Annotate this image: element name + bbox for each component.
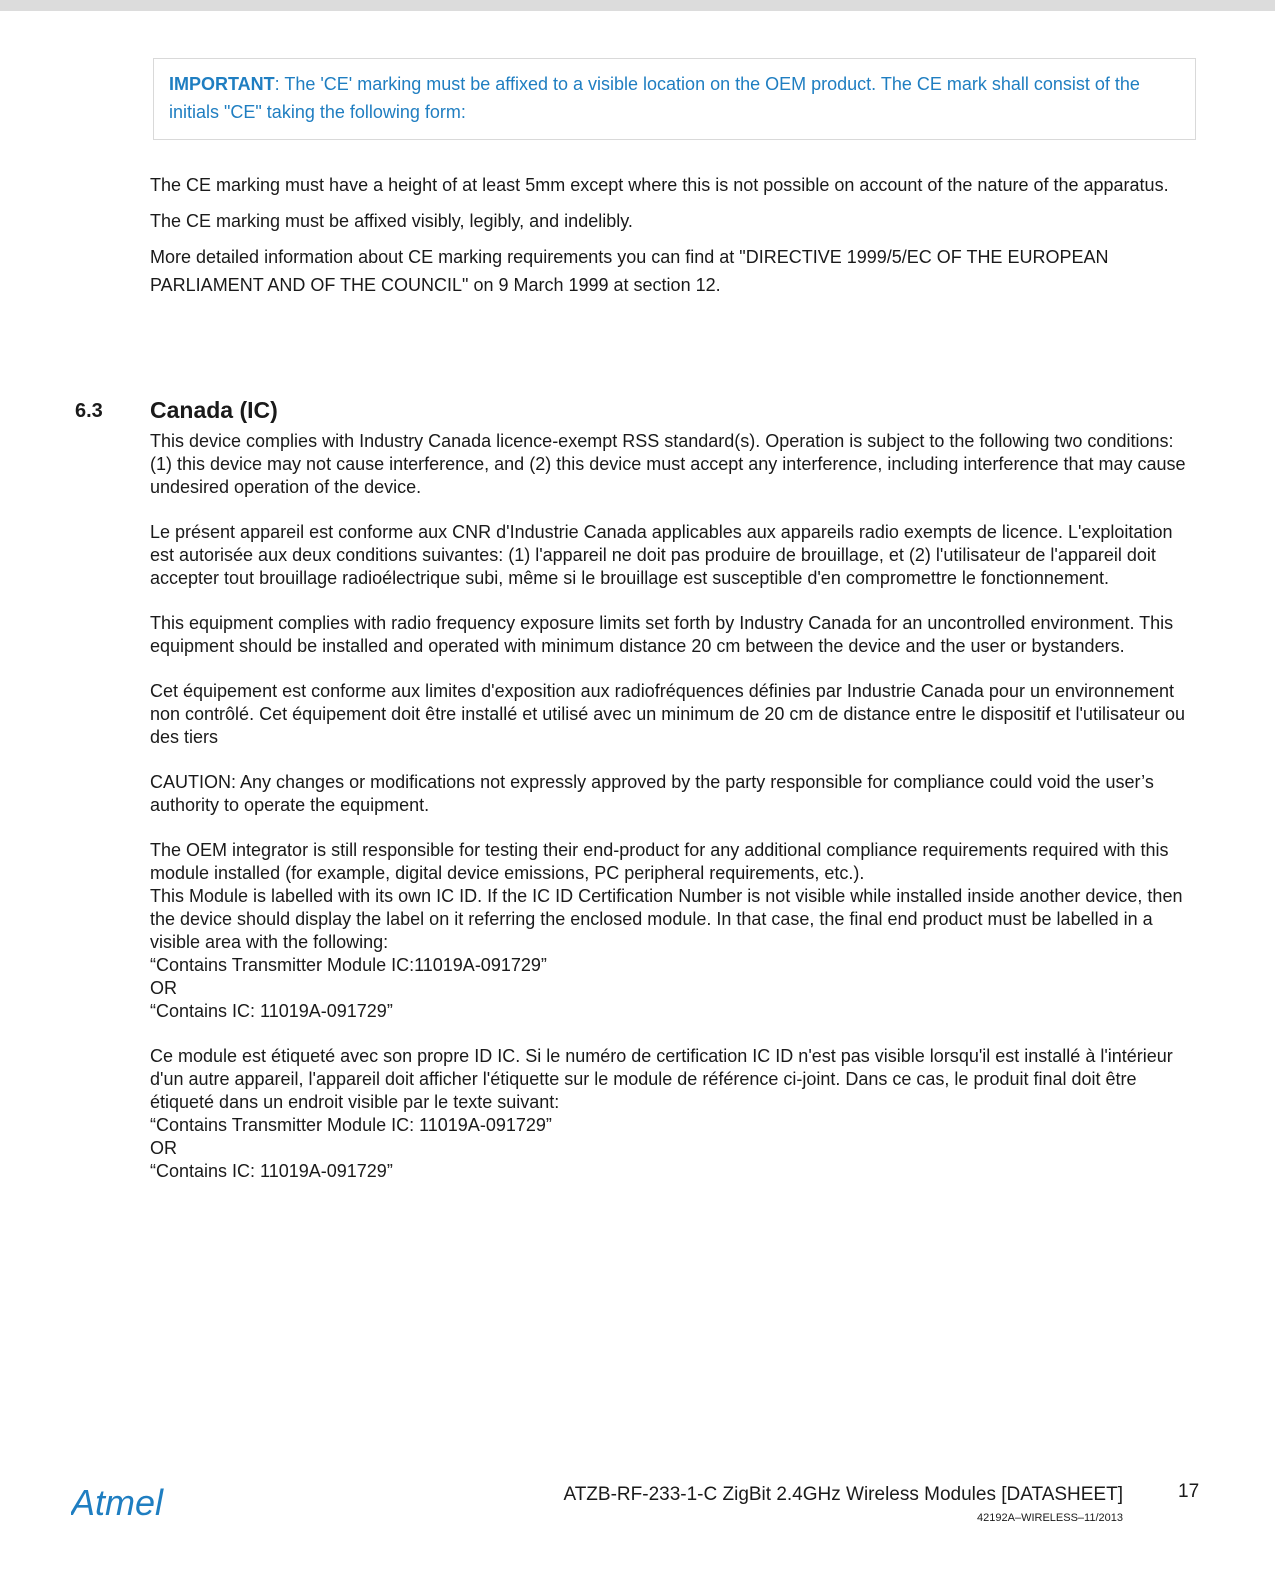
paragraph-ic-compliance-fr: Le présent appareil est conforme aux CNR d'Industrie Canada applicables aux appareils radio exempts de licence. L'exploitation est autorisée aux deux conditions suivantes: (1) l'appareil ne doit pas produire de brouillage, et (2) l'utilisateur de l'appareil doit accepter tout brouillage radioélectrique subi, même si le brouillage est susceptible d'en compromettre le fonctionnement. bbox=[150, 522, 1173, 588]
text-line: Ce module est étiqueté avec son propre ID IC. Si le numéro de certification IC ID n'est pas visible lorsqu'il est installé à l'intérieur d'un autre appareil, l'appareil doit afficher l'étiquette sur le module de référence ci-joint. Dans ce cas, le produit final doit être étiqueté dans un endroit visible par le texte suivant: bbox=[150, 1046, 1173, 1112]
label-text: “Contains Transmitter Module IC:11019A-091729” bbox=[150, 955, 547, 975]
canada-ic-body bbox=[150, 430, 1200, 1205]
atmel-logo bbox=[71, 1484, 201, 1524]
footer-document-code: 42192A–WIRELESS–11/2013 bbox=[977, 1512, 1123, 1524]
text-line: OR bbox=[150, 978, 177, 998]
label-text: “Contains Transmitter Module IC: 11019A-091729” bbox=[150, 1115, 552, 1135]
label-text: “Contains IC: 11019A-091729” bbox=[150, 1001, 393, 1021]
important-callout bbox=[153, 58, 1196, 140]
ce-paragraph: More detailed information about CE marking requirements you can find at "DIRECTIVE 1999/5/EC OF THE EUROPEAN PARLIAMENT AND OF THE COUNCIL" on 9 March 1999 at section 12. bbox=[150, 247, 1109, 295]
text-line: This Module is labelled with its own IC ID. If the IC ID Certification Number is not visible while installed inside another device, then the device should display the label on it referring the enclosed module. In that case, the final end product must be labelled in a visible area with the following: bbox=[150, 886, 1183, 952]
label-text: “Contains IC: 11019A-091729” bbox=[150, 1161, 393, 1181]
important-text: : The 'CE' marking must be affixed to a visible location on the OEM product. The CE mark shall consist of the initials "CE" taking the following form: bbox=[169, 74, 1140, 122]
paragraph-ic-compliance: This device complies with Industry Canada licence-exempt RSS standard(s). Operation is subject to the following two conditions: (1) this device may not cause interference, and (2) this device must accept any interference, including interference that may cause undesired operation of the device. bbox=[150, 431, 1186, 497]
page-number: 17 bbox=[1178, 1481, 1200, 1502]
paragraph-rf-exposure-fr: Cet équipement est conforme aux limites d'exposition aux radiofréquences définies par Industrie Canada pour un environnement non contrôlé. Cet équipement doit être installé et utilisé avec un minimum de 20 cm de distance entre le dispositif et l'utilisateur ou des tiers bbox=[150, 681, 1185, 747]
ce-paragraph: The CE marking must have a height of at least 5mm except where this is not possible on account of the nature of the apparatus. bbox=[150, 175, 1169, 195]
ce-marking-section bbox=[150, 171, 1190, 307]
atmel-logo-text: Atmel bbox=[71, 1484, 164, 1523]
section-title: Canada (IC) bbox=[150, 397, 278, 423]
paragraph-oem-labelling bbox=[150, 839, 1200, 1023]
footer-document-title: ATZB-RF-233-1-C ZigBit 2.4GHz Wireless Modules [DATASHEET] bbox=[563, 1484, 1123, 1505]
paragraph-caution: CAUTION: Any changes or modifications not expressly approved by the party responsible for compliance could void the user’s authority to operate the equipment. bbox=[150, 772, 1154, 815]
paragraph-rf-exposure: This equipment complies with radio frequency exposure limits set forth by Industry Canada for an uncontrolled environment. This equipment should be installed and operated with minimum distance 20 cm between the device and the user or bystanders. bbox=[150, 613, 1174, 656]
text-line: The OEM integrator is still responsible for testing their end-product for any additional compliance requirements required with this module installed (for example, digital device emissions, PC peripheral requirements, etc.). bbox=[150, 840, 1169, 883]
ce-paragraph: The CE marking must be affixed visibly, legibly, and indelibly. bbox=[150, 211, 633, 231]
top-edge-bar bbox=[0, 0, 1275, 11]
text-line: OR bbox=[150, 1138, 177, 1158]
important-label: IMPORTANT bbox=[169, 74, 275, 94]
paragraph-oem-labelling-fr bbox=[150, 1045, 1200, 1183]
section-number: 6.3 bbox=[75, 400, 103, 422]
